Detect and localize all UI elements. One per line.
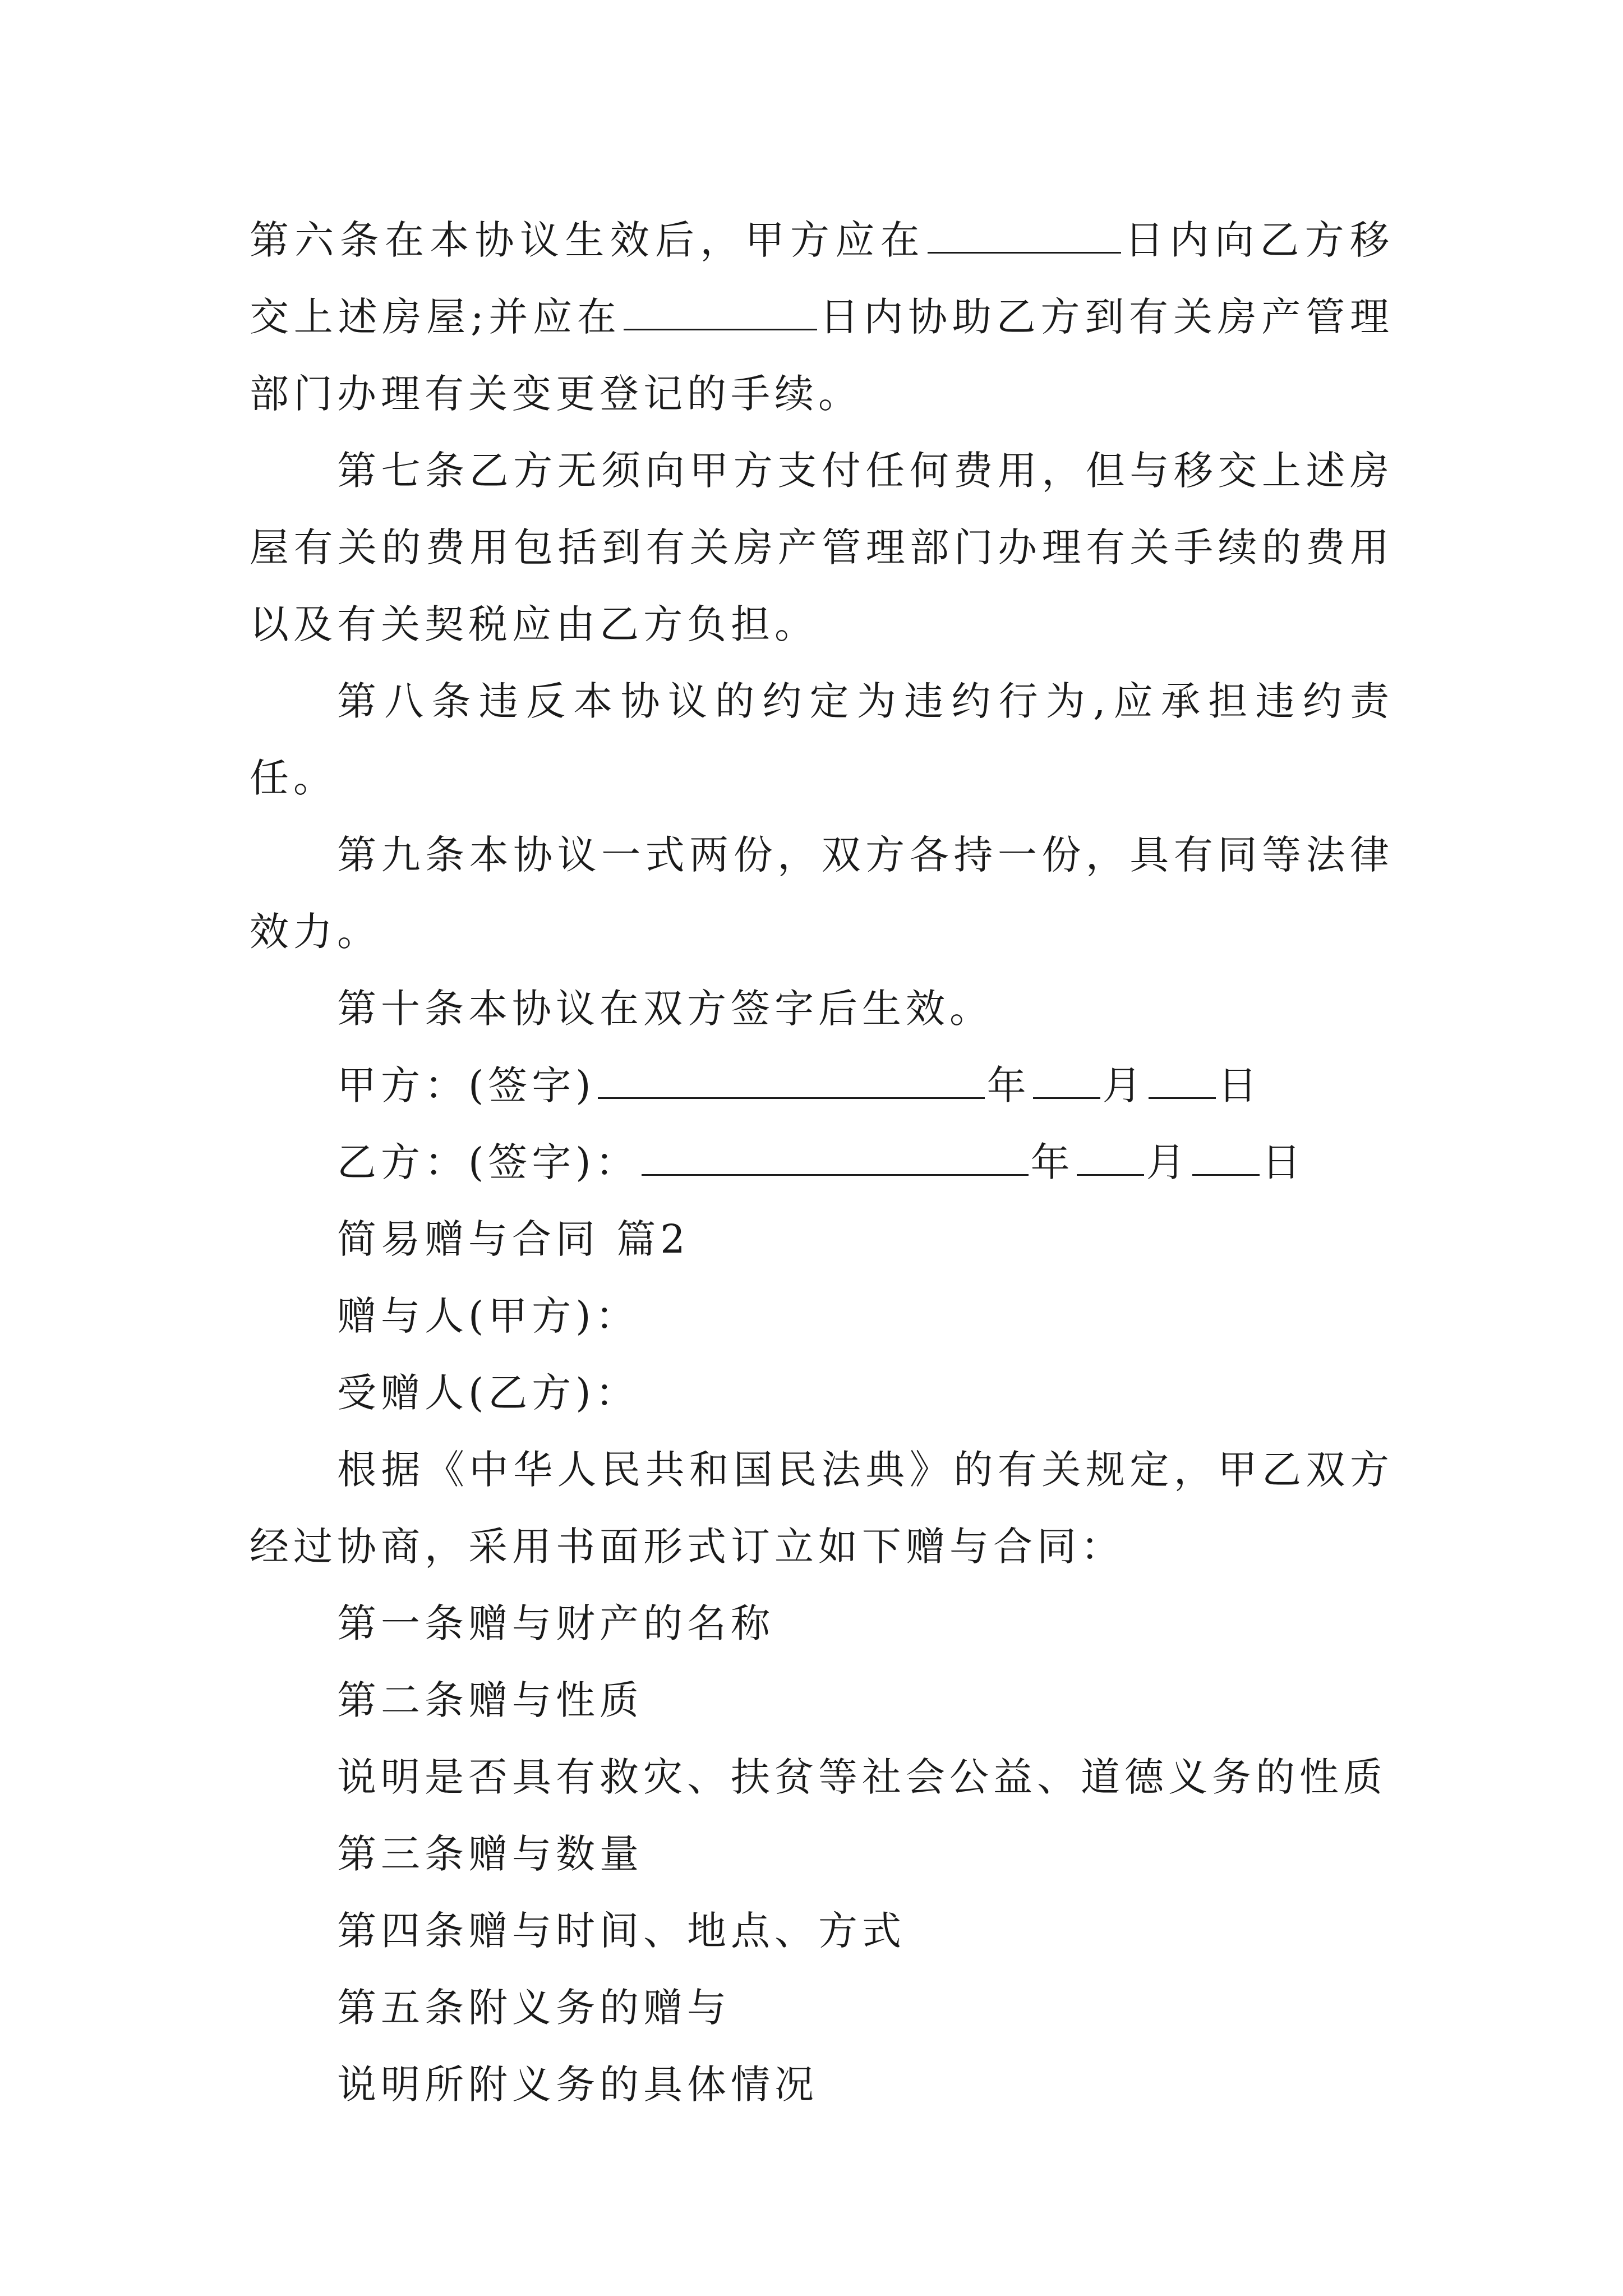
article-6	[250, 202, 1394, 432]
clause-line: 第一条赠与财产的名称	[337, 1600, 774, 1646]
donor-line: 赠与人(甲方)：	[337, 1293, 639, 1339]
article-6-part-2: 日内向乙方移交上述房屋;并应在	[250, 217, 1394, 340]
article-6-part-1: 第六条在本协议生效后，甲方应在	[250, 217, 925, 263]
clause-line: 第三条赠与数量	[337, 1831, 643, 1877]
clause-line: 第四条赠与时间、地点、方式	[337, 1908, 906, 1954]
month-label: 月	[1146, 1139, 1190, 1185]
signature-party-b	[250, 1124, 1394, 1201]
article-6-part-3: 日内协助乙方到有关房产管理部门办理有关变更登记的手续。	[250, 294, 1394, 417]
signature-party-a	[250, 1047, 1394, 1124]
day-blank	[1192, 1139, 1260, 1176]
blank-line	[624, 294, 817, 330]
month-blank	[1033, 1062, 1100, 1099]
contract-2-heading: 简易赠与合同 篇2	[337, 1216, 690, 1262]
article-7: 第七条乙方无须向甲方支付任何费用，但与移交上述房屋有关的费用包括到有关房产管理部门办理有关手续的费用以及有关契税应由乙方负担。	[250, 448, 1394, 647]
month-blank	[1077, 1139, 1144, 1176]
blank-line	[928, 217, 1121, 254]
day-blank	[1149, 1062, 1216, 1099]
day-label: 日	[1218, 1062, 1262, 1108]
article-10: 第十条本协议在双方签字后生效。	[337, 986, 993, 1032]
article-8: 第八条违反本协议的约定为违约行为,应承担违约责任。	[250, 678, 1394, 801]
signature-blank	[598, 1062, 985, 1099]
day-label: 日	[1261, 1139, 1306, 1185]
signature-label: 甲方：(签字)	[337, 1062, 596, 1108]
document-body	[250, 202, 1394, 2123]
signature-blank	[642, 1139, 1029, 1176]
article-9: 第九条本协议一式两份，双方各持一份，具有同等法律效力。	[250, 832, 1394, 955]
month-label: 月	[1102, 1062, 1146, 1108]
contract-2-intro: 根据《中华人民共和国民法典》的有关规定，甲乙双方经过协商，采用书面形式订立如下赠与合同：	[250, 1447, 1394, 1570]
clause-line: 说明是否具有救灾、扶贫等社会公益、道德义务的性质	[337, 1754, 1387, 1800]
donee-line: 受赠人(乙方)：	[337, 1370, 639, 1416]
clause-line: 说明所附义务的具体情况	[337, 2062, 818, 2108]
year-label: 年	[986, 1062, 1031, 1108]
signature-label: 乙方：(签字)：	[337, 1139, 639, 1185]
clause-line: 第五条附义务的赠与	[337, 1985, 731, 2031]
year-label: 年	[1030, 1139, 1075, 1185]
clause-line: 第二条赠与性质	[337, 1677, 643, 1723]
